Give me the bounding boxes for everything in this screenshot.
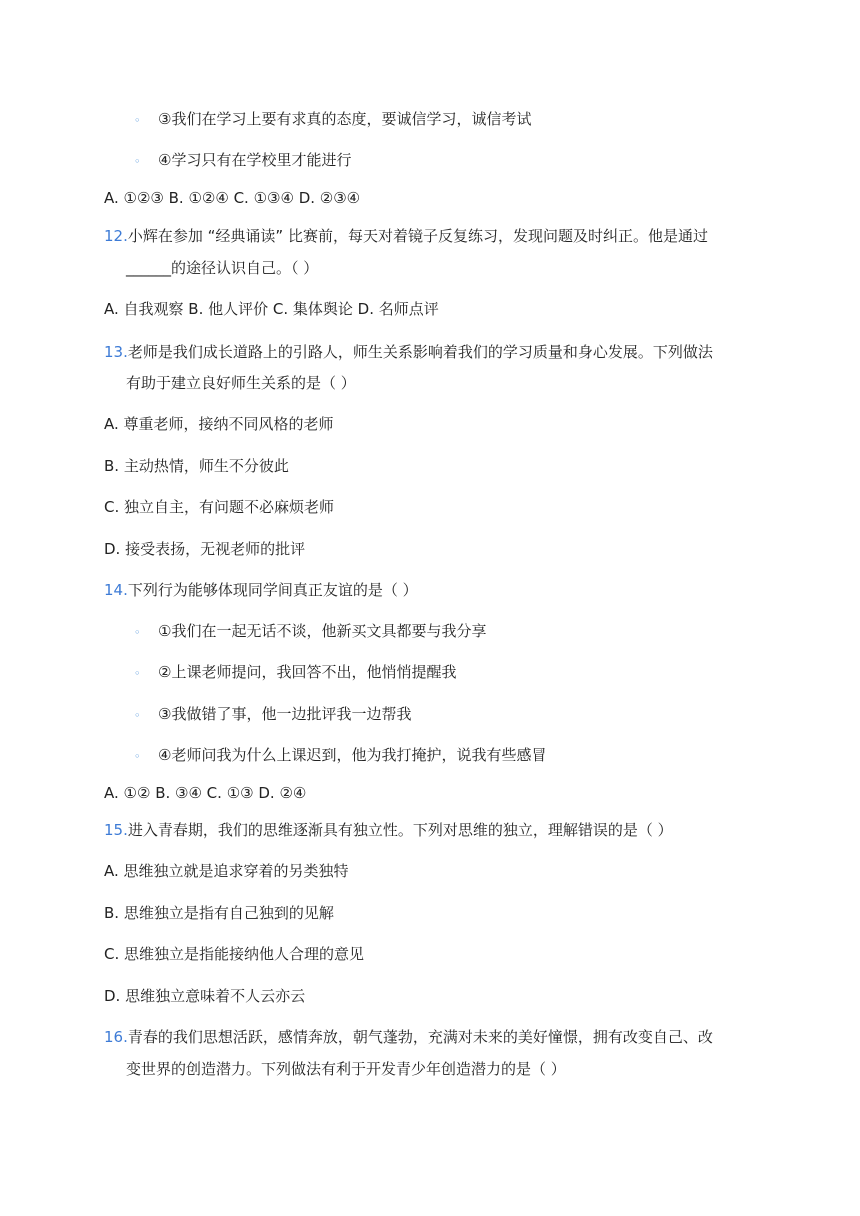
answer-choices: A. ①②③ B. ①②④ C. ①③④ D. ②③④ [104, 189, 361, 207]
choice-c: C. 独立自主，有问题不必麻烦老师 [104, 498, 335, 516]
circle-bullet-icon: ◦ [134, 667, 141, 680]
answer-choices: A. 自我观察 B. 他人评价 C. 集体舆论 D. 名师点评 [104, 300, 439, 318]
question-number: 16. [104, 1028, 128, 1046]
question-text-line2: 变世界的创造潜力。下列做法有利于开发青少年创造潜力的是（ ） [126, 1060, 566, 1078]
question-text-line2: ______的途径认识自己。（ ） [126, 259, 319, 277]
question-14 [104, 580, 418, 600]
option-text: ③我做错了事，他一边批评我一边帮我 [158, 705, 412, 723]
option-text: ③我们在学习上要有求真的态度，要诚信学习，诚信考试 [158, 110, 532, 128]
question-text: 老师是我们成长道路上的引路人，师生关系影响着我们的学习质量和身心发展。下列做法 [127, 343, 713, 361]
option-text: ④老师问我为什么上课迟到，他为我打掩护，说我有些感冒 [158, 746, 547, 764]
question-number: 14. [104, 581, 128, 599]
question-text: 小辉在参加 “经典诵读” 比赛前，每天对着镜子反复练习，发现问题及时纠正。他是通过 [127, 227, 708, 245]
list-item [134, 662, 456, 684]
question-text: 进入青春期，我们的思维逐渐具有独立性。下列对思维的独立，理解错误的是（ ） [127, 821, 673, 839]
question-number: 12. [104, 227, 128, 245]
list-item [134, 109, 531, 131]
question-text: 下列行为能够体现同学间真正友谊的是（ ） [127, 581, 418, 599]
choice-d: D. 思维独立意味着不人云亦云 [104, 987, 306, 1005]
question-number: 13. [104, 343, 128, 361]
answer-choices: A. ①② B. ③④ C. ①③ D. ②④ [104, 784, 307, 802]
question-text-line2: 有助于建立良好师生关系的是（ ） [126, 374, 356, 392]
choice-c: C. 思维独立是指能接纳他人合理的意见 [104, 945, 365, 963]
choice-a: A. 思维独立就是追求穿着的另类独特 [104, 862, 349, 880]
choice-a: A. 尊重老师，接纳不同风格的老师 [104, 415, 334, 433]
choice-b: B. 主动热情，师生不分彼此 [104, 457, 289, 475]
question-text: 青春的我们思想活跃，感情奔放，朝气蓬勃，充满对未来的美好憧憬，拥有改变自己、改 [127, 1028, 713, 1046]
option-text: ①我们在一起无话不谈，他新买文具都要与我分享 [158, 622, 487, 640]
list-item [134, 621, 486, 643]
circle-bullet-icon: ◦ [134, 626, 141, 639]
list-item [134, 704, 411, 726]
question-13 [104, 342, 713, 362]
circle-bullet-icon: ◦ [134, 114, 141, 127]
circle-bullet-icon: ◦ [134, 709, 141, 722]
option-text: ②上课老师提问，我回答不出，他悄悄提醒我 [158, 663, 457, 681]
option-text: ④学习只有在学校里才能进行 [158, 151, 352, 169]
question-12 [104, 226, 708, 246]
list-item [134, 150, 351, 172]
choice-b: B. 思维独立是指有自己独到的见解 [104, 904, 334, 922]
choice-d: D. 接受表扬，无视老师的批评 [104, 540, 306, 558]
question-15 [104, 820, 673, 840]
question-16 [104, 1027, 713, 1047]
circle-bullet-icon: ◦ [134, 155, 141, 168]
list-item [134, 745, 546, 767]
question-number: 15. [104, 821, 128, 839]
circle-bullet-icon: ◦ [134, 750, 141, 763]
